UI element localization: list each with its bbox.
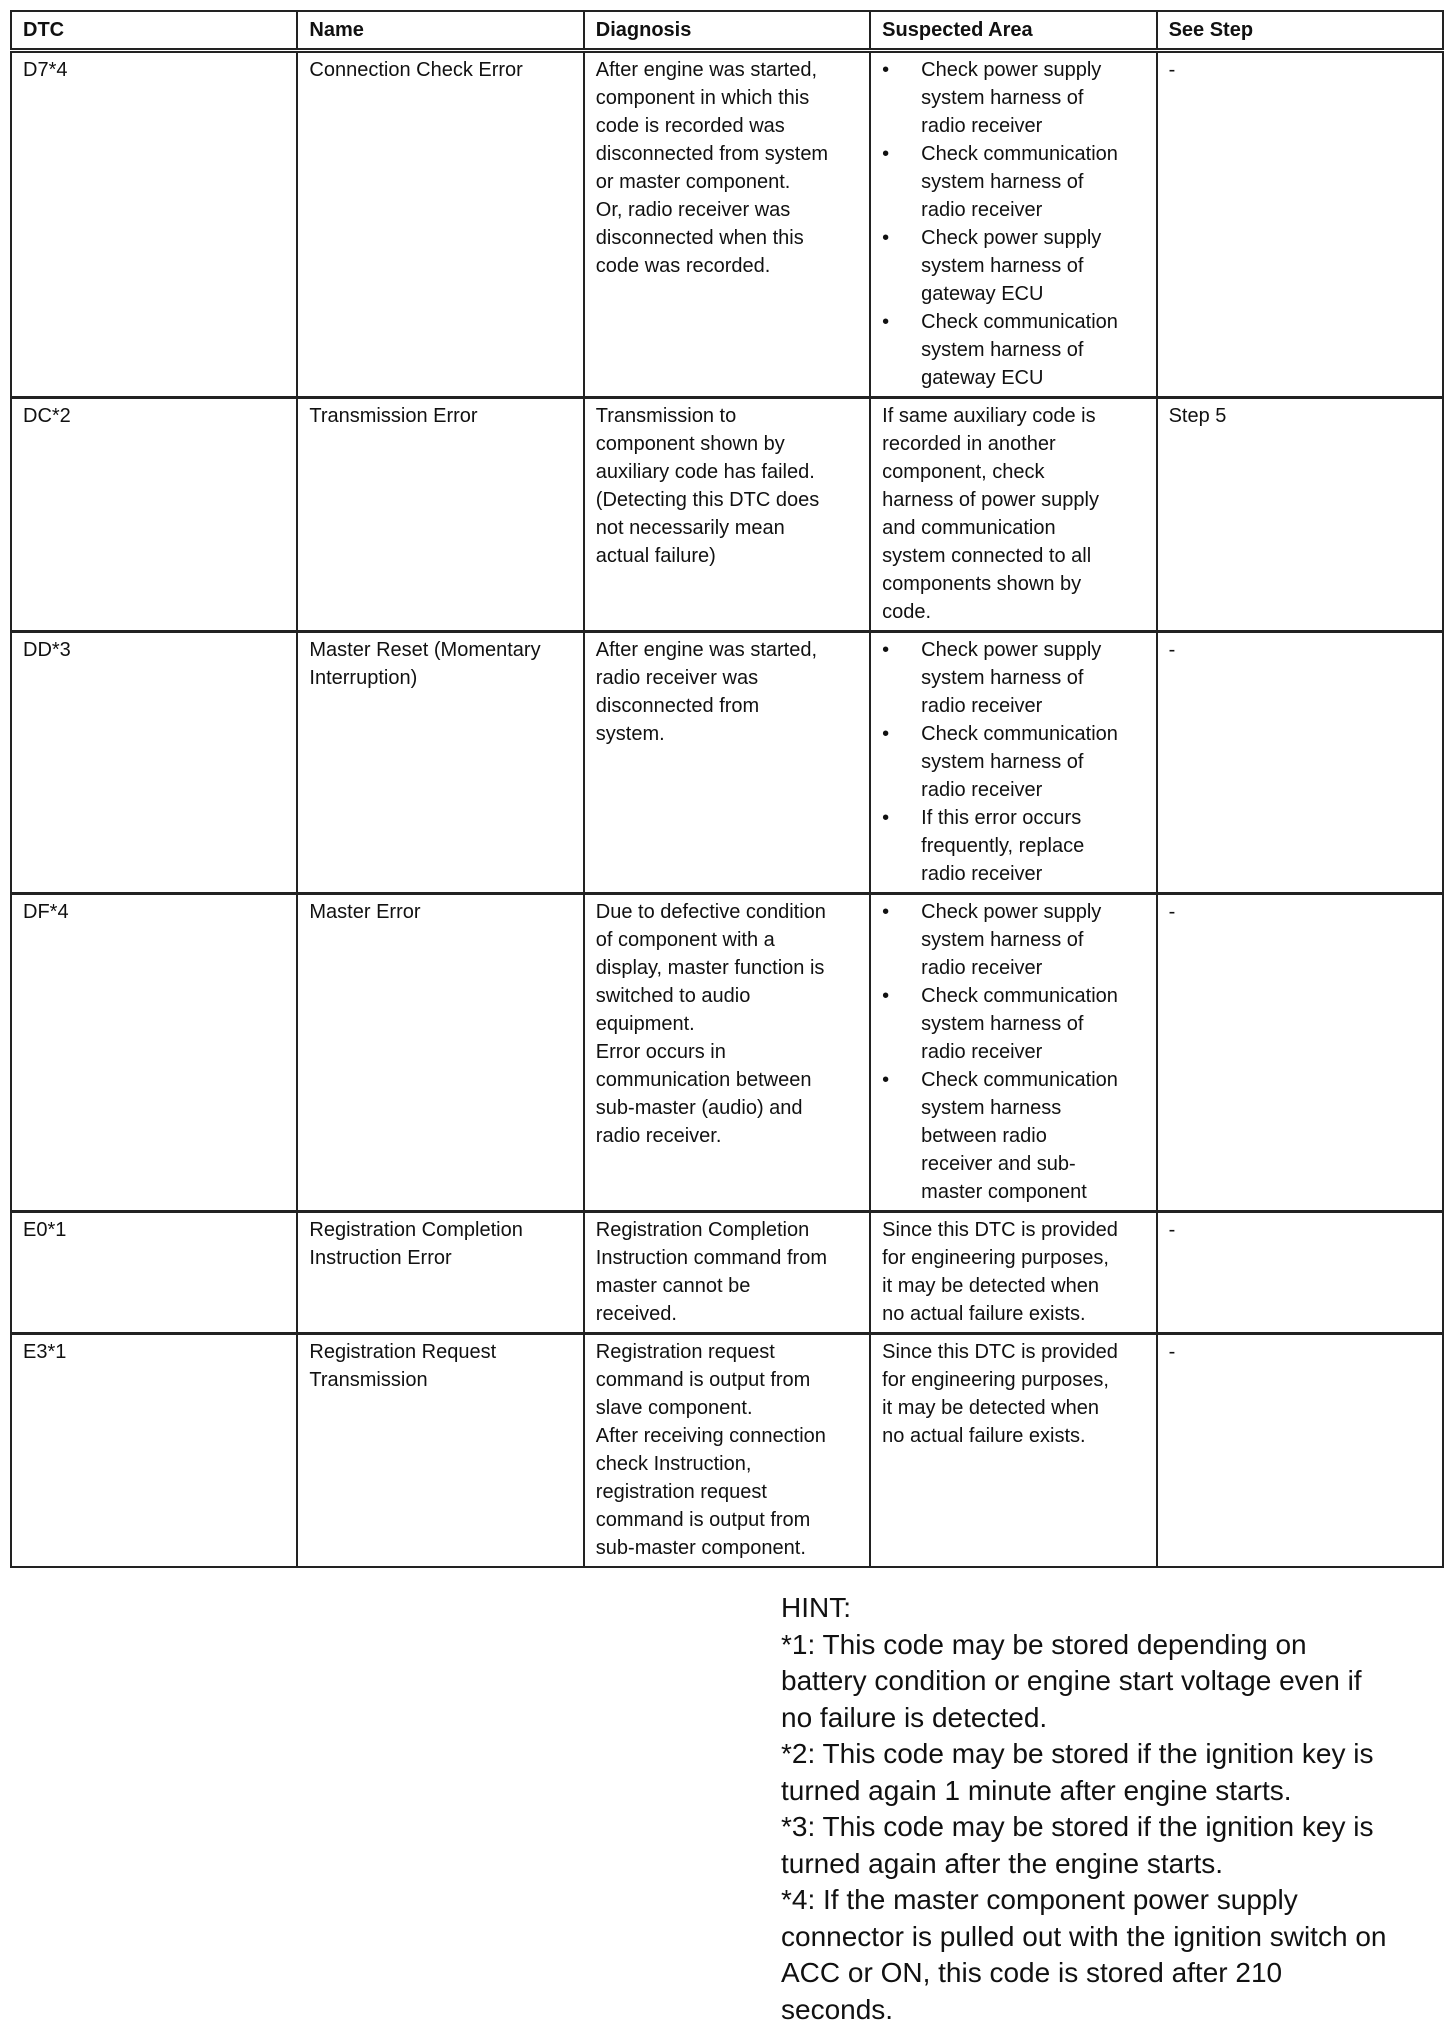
see-step-cell xyxy=(1157,632,1443,894)
dtc-name-cell xyxy=(297,1212,583,1334)
bullet-icon: • xyxy=(882,59,890,81)
hint-note-4: *4: If the master component power supply connector is pulled out with the ignition switch on ACC or ON, this code is stored after 210 seconds. xyxy=(781,1884,1387,2025)
bullet-icon: • xyxy=(882,901,890,923)
see-step-cell xyxy=(1157,1334,1443,1568)
list-item xyxy=(882,982,1144,1066)
header-row xyxy=(11,11,1443,51)
list-item xyxy=(882,1066,1144,1206)
see-step-cell-text: - xyxy=(1168,639,1176,661)
list-item xyxy=(882,224,1144,308)
dtc-table-body xyxy=(11,51,1443,1568)
see-step-cell xyxy=(1157,398,1443,632)
see-step-cell-text: - xyxy=(1168,59,1176,81)
hint-title: HINT: xyxy=(781,1592,851,1623)
diagnosis-cell-text: Due to defective condition of component with a display, master function is switched to audio equipment. Error occurs in communication between sub-master (audio) and radio receiver. xyxy=(595,901,826,1147)
dtc-code-cell-text: DD*3 xyxy=(23,639,71,661)
suspected-area-list xyxy=(882,636,1144,888)
dtc-name-cell xyxy=(297,632,583,894)
dtc-name-cell-text: Master Error xyxy=(309,901,421,923)
see-step-cell xyxy=(1157,894,1443,1212)
see-step-cell-text: Step 5 xyxy=(1168,405,1227,427)
list-item xyxy=(882,720,1144,804)
diagnosis-cell xyxy=(584,1212,870,1334)
bullet-icon: • xyxy=(882,985,890,1007)
dtc-code-cell xyxy=(11,398,297,632)
dtc-code-cell-text: E3*1 xyxy=(23,1341,67,1363)
suspected-area-cell xyxy=(870,894,1156,1212)
see-step-cell xyxy=(1157,51,1443,398)
bullet-icon: • xyxy=(882,143,890,165)
suspected-area-cell xyxy=(870,398,1156,632)
dtc-code-cell-text: DC*2 xyxy=(23,405,71,427)
dtc-code-cell-text: D7*4 xyxy=(23,59,68,81)
suspected-area-item-text: Check communication system harness between radio receiver and sub- master component xyxy=(921,1069,1118,1203)
diagnosis-cell-text: Registration request command is output from slave component. After receiving connection check Instruction, registration request command is output from sub-master component. xyxy=(595,1341,826,1559)
diagnosis-cell xyxy=(584,398,870,632)
list-item xyxy=(882,804,1144,888)
dtc-table xyxy=(10,10,1444,1568)
diagnosis-cell-text: Transmission to component shown by auxiliary code has failed. (Detecting this DTC does not necessarily mean actual failure) xyxy=(595,405,820,567)
suspected-area-item-text: Check power supply system harness of radio receiver xyxy=(921,901,1102,979)
list-item xyxy=(882,308,1144,392)
dtc-name-cell xyxy=(297,398,583,632)
dtc-name-cell xyxy=(297,1334,583,1568)
diagnosis-cell xyxy=(584,51,870,398)
header-name: Name xyxy=(297,11,583,51)
bullet-icon: • xyxy=(882,639,890,661)
suspected-area-cell xyxy=(870,51,1156,398)
diagnosis-cell xyxy=(584,1334,870,1568)
suspected-area-list xyxy=(882,898,1144,1206)
suspected-area-cell xyxy=(870,1334,1156,1568)
list-item xyxy=(882,56,1144,140)
dtc-name-cell xyxy=(297,894,583,1212)
suspected-area-item-text: Check communication system harness of radio receiver xyxy=(921,143,1118,221)
dtc-code-cell xyxy=(11,1334,297,1568)
hint-note-2: *2: This code may be stored if the ignition key is turned again 1 minute after engine starts. xyxy=(781,1738,1374,1806)
bullet-icon: • xyxy=(882,807,890,829)
suspected-area-item-text: Check communication system harness of radio receiver xyxy=(921,723,1118,801)
dtc-name-cell xyxy=(297,51,583,398)
dtc-code-cell xyxy=(11,632,297,894)
dtc-name-cell-text: Registration Completion Instruction Error xyxy=(309,1219,523,1269)
suspected-area-item-text: Check communication system harness of gateway ECU xyxy=(921,311,1118,389)
dtc-code-cell-text: DF*4 xyxy=(23,901,69,923)
dtc-name-cell-text: Transmission Error xyxy=(309,405,478,427)
bullet-icon: • xyxy=(882,227,890,249)
list-item xyxy=(882,636,1144,720)
header-diagnosis: Diagnosis xyxy=(584,11,870,51)
dtc-name-cell-text: Registration Request Transmission xyxy=(309,1341,497,1391)
table-row xyxy=(11,632,1443,894)
suspected-area-cell xyxy=(870,632,1156,894)
dtc-code-cell xyxy=(11,51,297,398)
dtc-code-cell xyxy=(11,894,297,1212)
suspected-area-text: Since this DTC is provided for engineering purposes, it may be detected when no actual failure exists. xyxy=(882,1341,1118,1447)
diagnosis-cell-text: After engine was started, component in which this code is recorded was disconnected from system or master component. Or, radio receiver was disconnected when this code was recorded. xyxy=(595,59,829,277)
see-step-cell-text: - xyxy=(1168,1219,1176,1241)
diagnosis-cell xyxy=(584,894,870,1212)
bullet-icon: • xyxy=(882,1069,890,1091)
table-row xyxy=(11,1212,1443,1334)
bullet-icon: • xyxy=(882,311,890,333)
suspected-area-item-text: Check power supply system harness of radio receiver xyxy=(921,59,1102,137)
dtc-code-cell xyxy=(11,1212,297,1334)
table-row xyxy=(11,398,1443,632)
suspected-area-item-text: Check communication system harness of radio receiver xyxy=(921,985,1118,1063)
list-item xyxy=(882,140,1144,224)
diagnosis-cell-text: Registration Completion Instruction command from master cannot be received. xyxy=(595,1219,827,1325)
hint-note-3: *3: This code may be stored if the ignition key is turned again after the engine starts. xyxy=(781,1811,1374,1879)
suspected-area-text: If same auxiliary code is recorded in another component, check harness of power supply and communication system connected to all components shown by code. xyxy=(882,405,1099,623)
suspected-area-cell xyxy=(870,1212,1156,1334)
header-see-step: See Step xyxy=(1157,11,1443,51)
table-row xyxy=(11,1334,1443,1568)
suspected-area-item-text: Check power supply system harness of radio receiver xyxy=(921,639,1102,717)
list-item xyxy=(882,898,1144,982)
header-dtc: DTC xyxy=(11,11,297,51)
bullet-icon: • xyxy=(882,723,890,745)
suspected-area-text: Since this DTC is provided for engineering purposes, it may be detected when no actual failure exists. xyxy=(882,1219,1118,1325)
table-row xyxy=(11,51,1443,398)
dtc-code-cell-text: E0*1 xyxy=(23,1219,67,1241)
diagnosis-cell xyxy=(584,632,870,894)
dtc-name-cell-text: Master Reset (Momentary Interruption) xyxy=(309,639,541,689)
suspected-area-list xyxy=(882,56,1144,392)
see-step-cell-text: - xyxy=(1168,1341,1176,1363)
header-suspected-area: Suspected Area xyxy=(870,11,1156,51)
diagnosis-cell-text: After engine was started, radio receiver was disconnected from system. xyxy=(595,639,818,745)
suspected-area-item-text: Check power supply system harness of gateway ECU xyxy=(921,227,1102,305)
see-step-cell-text: - xyxy=(1168,901,1176,923)
hint-section xyxy=(781,1590,1441,2028)
dtc-name-cell-text: Connection Check Error xyxy=(309,59,523,81)
see-step-cell xyxy=(1157,1212,1443,1334)
table-row xyxy=(11,894,1443,1212)
hint-note-1: *1: This code may be stored depending on battery condition or engine start voltage even if no failure is detected. xyxy=(781,1628,1362,1733)
dtc-table-header xyxy=(11,11,1443,51)
suspected-area-item-text: If this error occurs frequently, replace radio receiver xyxy=(921,807,1085,885)
